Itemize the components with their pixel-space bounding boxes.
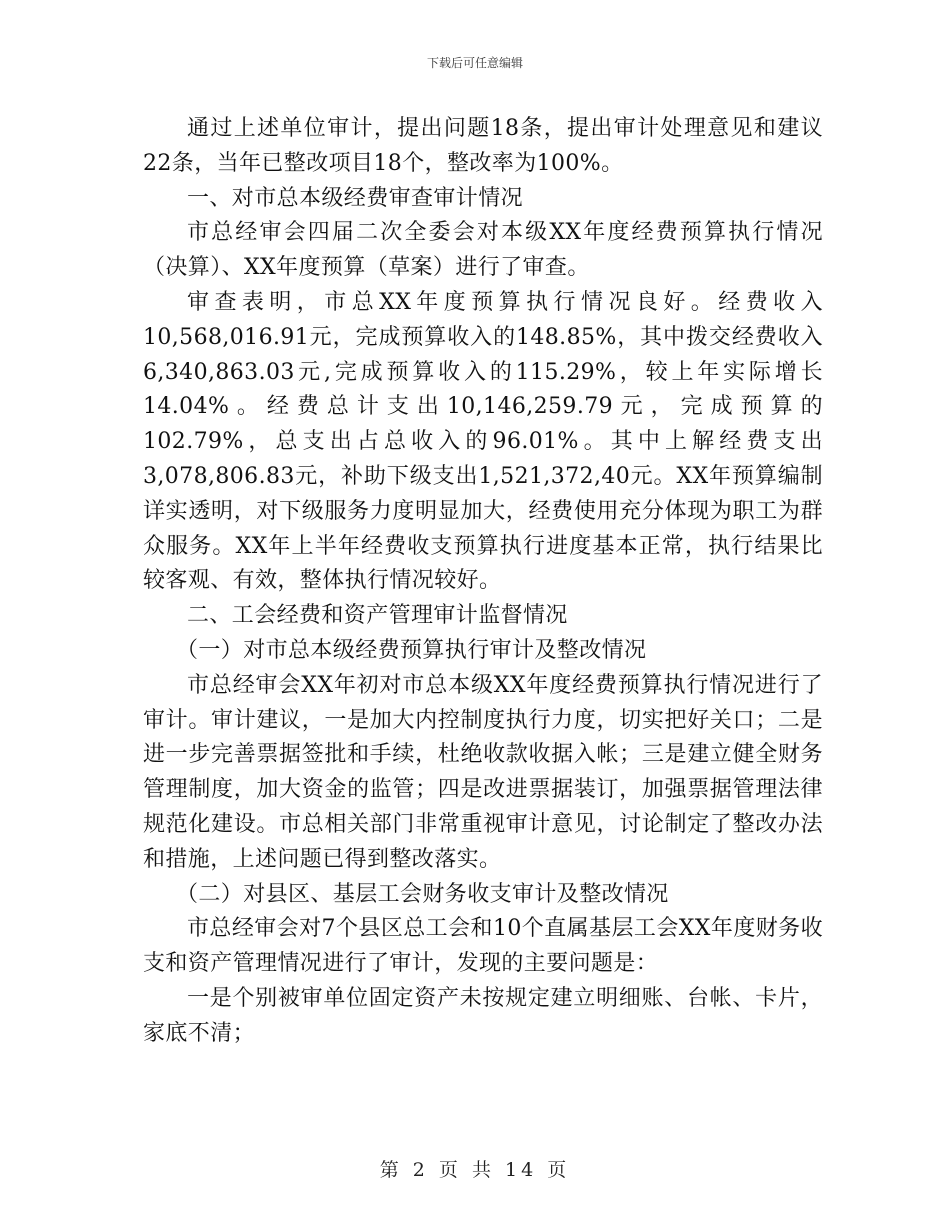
subsection-heading-1: （一）对市总本级经费预算执行审计及整改情况 xyxy=(176,637,647,663)
subsection-heading-2: （二）对县区、基层工会财务收支审计及整改情况 xyxy=(176,881,669,907)
paragraph-audit-summary: 通过上述单位审计，提出问题18条，提出审计处理意见和建议22条，当年已整改项目18个，整改率为100%。 xyxy=(143,116,823,176)
page-header-note: 下载后可任意编辑 xyxy=(426,56,523,70)
paragraph-audit-recommendations: 市总经审会XX年初对市总本级XX年度经费预算执行情况进行了审计。审计建议，一是加大内控制度执行力度，切实把好关口；二是进一步完善票据签批和手续，杜绝收款收据入帐；三是建立健全财务管理制度，加大资金的监管；四是改进票据装订，加强票据管理法律规范化建设。市总相关部门非常重视审计意见，讨论制定了整改办法和措施，上述问题已得到整改落实。 xyxy=(143,672,823,872)
page-number-footer: 第 2 页 共 14 页 xyxy=(379,1159,571,1181)
section-heading-2: 二、工会经费和资产管理审计监督情况 xyxy=(187,603,568,629)
paragraph-budget-results: 审查表明，市总XX年度预算执行情况良好。经费收入10,568,016.91元，完成预算收入的148.85%，其中拨交经费收入6,340,863.03元,完成预算收入的115.29%，较上年实际增长14.04%。经费总计支出10,146,259.79元，完成预算的102.79%，总支出占总收入的96.01%。其中上解经费支出3,078,806.83元，补助下级支出1,521,372,40元。XX年预算编制详实透明，对下级服务力度明显加大，经费使用充分体现为职工为群众服务。XX年上半年经费收支预算执行进度基本正常，执行结果比较客观、有效，整体执行情况较好。 xyxy=(143,289,823,594)
paragraph-review-meeting: 市总经审会四届二次全委会对本级XX年度经费预算执行情况（决算）、XX年度预算（草案）进行了审查。 xyxy=(143,220,823,281)
section-heading-1: 一、对市总本级经费审查审计情况 xyxy=(187,185,524,211)
paragraph-county-audit: 市总经审会对7个县区总工会和10个直属基层工会XX年度财务收支和资产管理情况进行了审计，发现的主要问题是： xyxy=(143,916,823,977)
document-body xyxy=(143,112,823,1052)
paragraph-problem-1: 一是个别被审单位固定资产未按规定建立明细账、台帐、卡片，家底不清； xyxy=(143,985,823,1046)
